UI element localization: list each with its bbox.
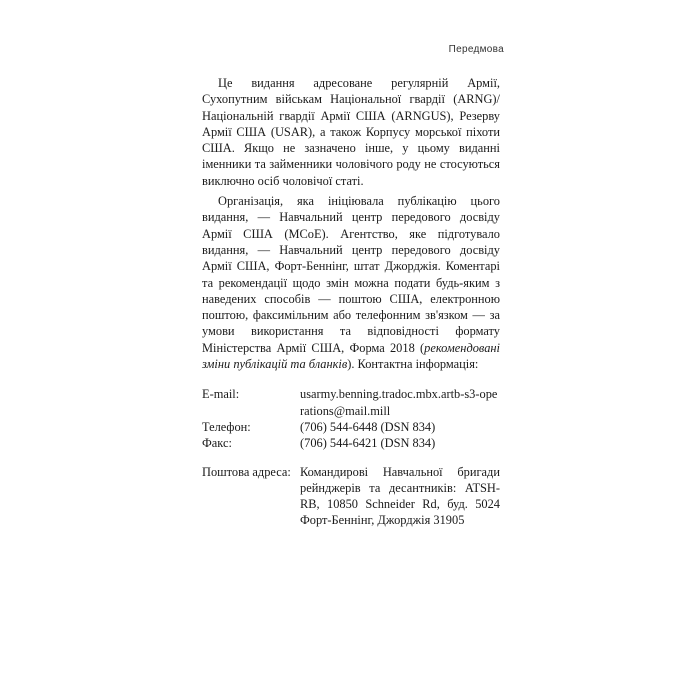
form-title-italic: рекомендовані зміни публікацій та бланків xyxy=(202,340,500,372)
paragraph-organization xyxy=(202,193,500,372)
running-header: Передмова xyxy=(448,44,504,55)
contact-row-phone xyxy=(202,419,500,435)
paragraph-audience: Це видання адресоване регулярній Армії, Сухопутним військам Національної гвардії (ARNG)/Національній гвардії Армії США (ARNGUS), Резерву Армії США (USAR), а також Корпусу морської піхоти США. Якщо не зазначено інше, у цьому виданні іменники та займенники чоловічого роду не стосуються виключно осіб чоловічої статі. xyxy=(202,76,500,188)
phone-label: Телефон: xyxy=(202,419,251,434)
email-label: E-mail: xyxy=(202,387,240,402)
contact-row-fax xyxy=(202,435,500,451)
contact-info xyxy=(202,386,500,528)
page-body xyxy=(202,75,500,529)
paragraph-organization-tail: ). Контактна інформація: xyxy=(347,357,479,372)
address-value: Командирові Навчальної бригади рейнджерів та десантників: ATSH-RB, 10850 Schneider Rd, буд. 5024 Форт-Беннінг, Джорджія 31905 xyxy=(300,464,500,528)
phone-value: (706) 544-6448 (DSN 834) xyxy=(300,419,436,434)
paragraph-organization-text: Організація, яка ініціювала публікацію цього видання, — Навчальний центр передового досвіду Армії США (MCoE). Агентство, яке підготувало видання, — Навчальний центр передового досвіду Армії США, Форт-Беннінг, штат Джорджія. Коментарі та рекомендації щодо змін можна подати будь-яким з наведених способів — поштою США, електронною поштою, факсимільним або телефонним зв'язком — за умови використання та відповідності формату Міністерства Армії США, Форма 2018 ( xyxy=(202,194,500,355)
contact-row-email xyxy=(202,386,500,419)
fax-value: (706) 544-6421 (DSN 834) xyxy=(300,436,436,451)
contact-row-address xyxy=(202,464,500,529)
fax-label: Факс: xyxy=(202,436,232,451)
address-label: Поштова адреса: xyxy=(202,464,291,479)
email-value: usarmy.benning.tradoc.mbx.artb-s3-operations@mail.mill xyxy=(300,387,498,418)
